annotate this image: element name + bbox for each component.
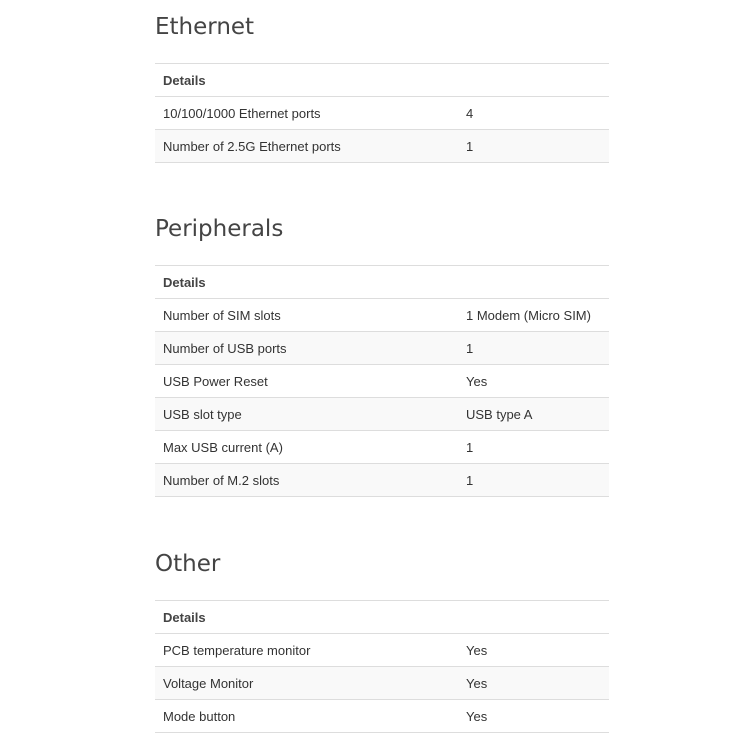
row-value: 1	[458, 464, 609, 497]
table-header-row	[155, 64, 609, 97]
row-value: USB type A	[458, 398, 609, 431]
section-title: Ethernet	[155, 14, 255, 40]
row-value: 1	[458, 332, 609, 365]
row-value: 4	[458, 97, 609, 130]
spec-table	[155, 265, 609, 497]
section-other	[155, 551, 609, 733]
row-label: Mode button	[155, 700, 458, 733]
row-value: 1 Modem (Micro SIM)	[458, 299, 609, 332]
table-row	[155, 97, 609, 130]
row-label: Max USB current (A)	[155, 431, 458, 464]
row-label: 10/100/1000 Ethernet ports	[155, 97, 458, 130]
row-value: Yes	[458, 667, 609, 700]
table-row	[155, 299, 609, 332]
row-label: PCB temperature monitor	[155, 634, 458, 667]
row-value: Yes	[458, 365, 609, 398]
table-header-row	[155, 266, 609, 299]
row-label: Number of M.2 slots	[155, 464, 458, 497]
row-label: Number of 2.5G Ethernet ports	[155, 130, 458, 163]
row-value: Yes	[458, 634, 609, 667]
table-row	[155, 365, 609, 398]
table-row	[155, 634, 609, 667]
row-label: USB slot type	[155, 398, 458, 431]
table-row	[155, 667, 609, 700]
table-row	[155, 332, 609, 365]
row-value: Yes	[458, 700, 609, 733]
table-header: Details	[155, 266, 609, 299]
section-title: Other	[155, 551, 221, 577]
section-ethernet	[155, 14, 609, 163]
section-peripherals	[155, 216, 609, 497]
row-value: 1	[458, 130, 609, 163]
table-header: Details	[155, 64, 609, 97]
table-row	[155, 464, 609, 497]
section-title: Peripherals	[155, 216, 284, 242]
row-value: 1	[458, 431, 609, 464]
table-header: Details	[155, 601, 609, 634]
row-label: Number of USB ports	[155, 332, 458, 365]
table-row	[155, 398, 609, 431]
row-label: USB Power Reset	[155, 365, 458, 398]
spec-table	[155, 63, 609, 163]
table-header-row	[155, 601, 609, 634]
row-label: Voltage Monitor	[155, 667, 458, 700]
table-row	[155, 130, 609, 163]
table-row	[155, 700, 609, 733]
spec-table	[155, 600, 609, 733]
table-row	[155, 431, 609, 464]
row-label: Number of SIM slots	[155, 299, 458, 332]
